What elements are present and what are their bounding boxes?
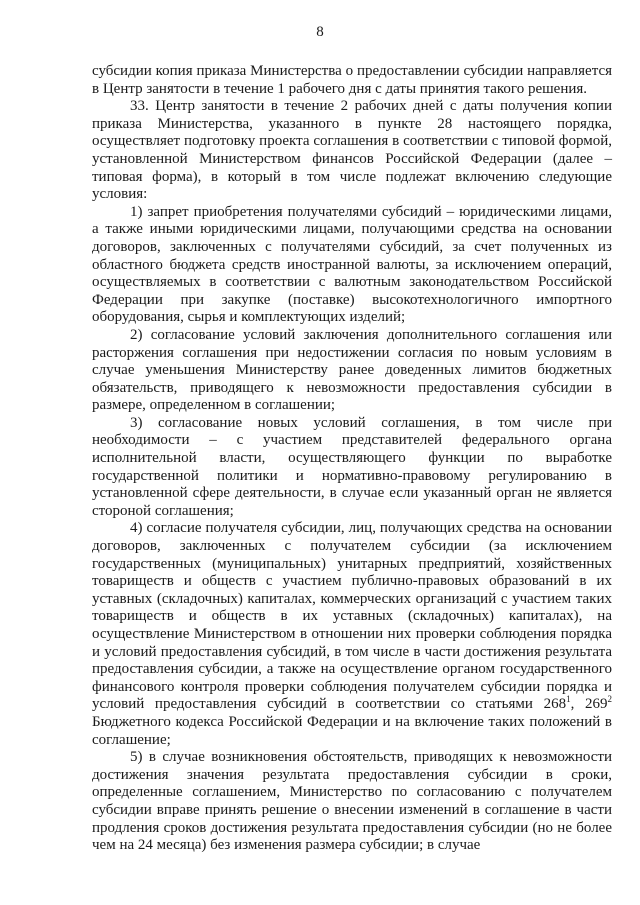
- paragraph-condition-5: 5) в случае возникновения обстоятельств, приводящих к невозможности достижения значения результата предоставления субсидии в сроки, определенные соглашением, Министерство по согласованию с получателем субсидии вправе принять решение о внесении изменений в соглашение в части продления сроков достижения результата предоставления субсидии (но не более чем на 24 месяца) без изменения размера субсидии; в случае: [92, 749, 612, 854]
- document-body: [92, 63, 612, 855]
- page-number: 8: [316, 24, 324, 40]
- paragraph-condition-4: [92, 520, 612, 749]
- paragraph-continuation: субсидии копия приказа Министерства о предоставлении субсидии направляется в Центр занятости в течение 1 рабочего дня с даты принятия такого решения.: [92, 63, 612, 97]
- condition-4-text-middle: , 269: [570, 696, 608, 713]
- paragraph-item-33: 33. Центр занятости в течение 2 рабочих дней с даты получения копии приказа Министерства, указанного в пункте 28 настоящего порядка, осуществляет подготовку проекта соглашения в соответствии с типовой формой, установленной Министерством финансов Российской Федерации (далее – типовая форма), в который в том числе подлежат включению следующие условия:: [92, 98, 612, 203]
- paragraph-condition-2: 2) согласование условий заключения дополнительного соглашения или расторжения соглашения при недостижении согласия по новым условиям в случае уменьшения Министерству ранее доведенных лимитов бюджетных обязательств, приводящего к невозможности предоставления субсидии в размере, определенном в соглашении;: [92, 326, 612, 414]
- paragraph-condition-3: 3) согласование новых условий соглашения, в том числе при необходимости – с участием представителей федерального органа исполнительной власти, осуществляющего функции по выработке государственной политики и нормативно-правовому регулированию в установленной сфере деятельности, в случае если указанный орган не является стороной соглашения;: [92, 414, 612, 519]
- condition-4-text-end: Бюджетного кодекса Российской Федерации и на включение таких положений в соглашение;: [92, 713, 612, 748]
- article-268-superscript: 1: [566, 694, 571, 705]
- paragraph-condition-1: 1) запрет приобретения получателями субсидий – юридическими лицами, а также иными юридическими лицами, получающими средства на основании договоров, заключенных с получателями субсидий, за счет полученных из областного бюджета средств иностранной валюты, за исключением операций, осуществляемых в соответствии с валютным законодательством Российской Федерации при закупке (поставке) высокотехнологичного импортного оборудования, сырья и комплектующих изделий;: [92, 203, 612, 326]
- condition-4-text-start: 4) согласие получателя субсидии, лиц, получающих средства на основании договоров, заключенных с получателем субсидии (за исключением государственных (муниципальных) унитарных предприятий, хозяйственных товариществ и обществ с участием публично-правовых образований в их уставных (складочных) капиталах, коммерческих организаций с участием таких товариществ и обществ в их уставных (складочных) капиталах), на осуществление Министерством в отношении них проверки соблюдения порядка и условий предоставления субсидий, в том числе в части достижения результата предоставления субсидии, а также на осуществление органом государственного финансового контроля проверки соблюдения получателем субсидии порядка и условий предоставления субсидий в соответствии со статьями 268: [92, 520, 612, 713]
- article-269-superscript: 2: [607, 694, 612, 705]
